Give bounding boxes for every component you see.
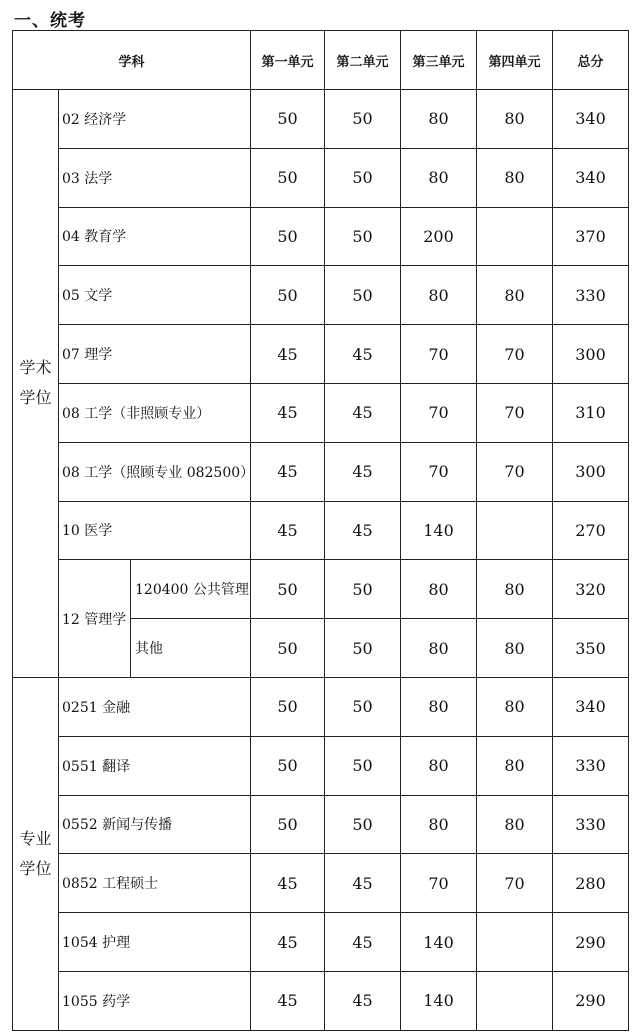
unit-cell: 45: [251, 442, 325, 501]
subject-cell: 0551 翻译: [59, 736, 251, 795]
group-label-line: 专业: [19, 828, 52, 848]
management-subject-cell: 120400 公共管理: [131, 560, 251, 619]
unit-cell: 70: [401, 442, 477, 501]
subject-cell: 04 教育学: [59, 207, 251, 266]
unit-cell: [477, 501, 553, 560]
subject-cell: 05 文学: [59, 266, 251, 325]
total-cell: 300: [553, 442, 629, 501]
table-row: [13, 383, 629, 442]
unit-cell: 140: [401, 501, 477, 560]
unit-cell: 80: [401, 619, 477, 678]
management-label: 12 管理学: [59, 560, 131, 678]
unit-cell: 80: [477, 619, 553, 678]
total-cell: 340: [553, 90, 629, 149]
group-label-line: 学位: [19, 388, 52, 408]
total-cell: 340: [553, 148, 629, 207]
unit-cell: 45: [251, 854, 325, 913]
academic-group-label: [13, 90, 59, 678]
total-cell: 320: [553, 560, 629, 619]
unit-cell: 50: [251, 619, 325, 678]
unit-cell: 70: [477, 854, 553, 913]
unit-cell: 50: [251, 677, 325, 736]
table-row: [13, 501, 629, 560]
table-row: [13, 207, 629, 266]
subject-cell: 1055 药学: [59, 971, 251, 1030]
table-row: [13, 560, 629, 619]
unit-cell: 70: [401, 325, 477, 384]
unit-cell: [477, 971, 553, 1030]
unit-cell: 80: [401, 736, 477, 795]
unit-cell: 45: [251, 913, 325, 972]
unit-cell: 80: [477, 148, 553, 207]
table-body: [13, 90, 629, 1031]
unit-cell: 50: [325, 148, 401, 207]
header-total: 总分: [553, 31, 629, 90]
subject-cell: 07 理学: [59, 325, 251, 384]
score-table: [12, 30, 629, 1031]
total-cell: 290: [553, 971, 629, 1030]
total-cell: 330: [553, 266, 629, 325]
unit-cell: 50: [251, 795, 325, 854]
unit-cell: 45: [325, 913, 401, 972]
unit-cell: 70: [401, 854, 477, 913]
unit-cell: 45: [325, 442, 401, 501]
subject-cell: 10 医学: [59, 501, 251, 560]
unit-cell: 50: [251, 90, 325, 149]
table-row: [13, 913, 629, 972]
unit-cell: 45: [251, 325, 325, 384]
unit-cell: 50: [251, 148, 325, 207]
unit-cell: 45: [325, 971, 401, 1030]
unit-cell: 80: [401, 266, 477, 325]
table-row: [13, 266, 629, 325]
unit-cell: 50: [251, 266, 325, 325]
subject-cell: 0251 金融: [59, 677, 251, 736]
unit-cell: 50: [325, 266, 401, 325]
total-cell: 370: [553, 207, 629, 266]
unit-cell: 80: [477, 90, 553, 149]
table-row: [13, 442, 629, 501]
header-subject: 学科: [13, 31, 251, 90]
unit-cell: [477, 913, 553, 972]
table-row: [13, 148, 629, 207]
subject-cell: 02 经济学: [59, 90, 251, 149]
unit-cell: 50: [251, 736, 325, 795]
unit-cell: 70: [401, 383, 477, 442]
subject-cell: 0852 工程硕士: [59, 854, 251, 913]
unit-cell: 80: [401, 148, 477, 207]
group-label-line: 学术: [19, 358, 52, 378]
unit-cell: 80: [401, 90, 477, 149]
unit-cell: 70: [477, 325, 553, 384]
subject-cell: 0552 新闻与传播: [59, 795, 251, 854]
total-cell: 330: [553, 795, 629, 854]
unit-cell: 70: [477, 383, 553, 442]
table-row: [13, 677, 629, 736]
unit-cell: 45: [325, 383, 401, 442]
unit-cell: 45: [325, 854, 401, 913]
unit-cell: 70: [477, 442, 553, 501]
unit-cell: 200: [401, 207, 477, 266]
unit-cell: 50: [325, 90, 401, 149]
unit-cell: 80: [477, 736, 553, 795]
unit-cell: [477, 207, 553, 266]
total-cell: 290: [553, 913, 629, 972]
unit-cell: 50: [325, 736, 401, 795]
header-row: [13, 31, 629, 90]
unit-cell: 50: [251, 207, 325, 266]
unit-cell: 50: [325, 619, 401, 678]
management-subject-cell: 其他: [131, 619, 251, 678]
header-unit-3: 第三单元: [401, 31, 477, 90]
total-cell: 330: [553, 736, 629, 795]
unit-cell: 45: [325, 325, 401, 384]
unit-cell: 45: [251, 971, 325, 1030]
unit-cell: 50: [325, 207, 401, 266]
unit-cell: 50: [325, 795, 401, 854]
unit-cell: 50: [251, 560, 325, 619]
total-cell: 310: [553, 383, 629, 442]
table-row: [13, 971, 629, 1030]
table-row: [13, 736, 629, 795]
subject-cell: 1054 护理: [59, 913, 251, 972]
section-title: 一、统考: [14, 11, 86, 31]
unit-cell: 50: [325, 677, 401, 736]
unit-cell: 80: [401, 677, 477, 736]
unit-cell: 80: [477, 795, 553, 854]
unit-cell: 80: [477, 266, 553, 325]
total-cell: 350: [553, 619, 629, 678]
unit-cell: 80: [477, 677, 553, 736]
unit-cell: 45: [325, 501, 401, 560]
subject-cell: 03 法学: [59, 148, 251, 207]
header-unit-2: 第二单元: [325, 31, 401, 90]
professional-group-label: [13, 677, 59, 1030]
table-row: [13, 795, 629, 854]
header-unit-4: 第四单元: [477, 31, 553, 90]
table-row: [13, 325, 629, 384]
total-cell: 340: [553, 677, 629, 736]
subject-cell: 08 工学（非照顾专业）: [59, 383, 251, 442]
subject-cell: 08 工学（照顾专业 082500）: [59, 442, 251, 501]
unit-cell: 80: [477, 560, 553, 619]
total-cell: 270: [553, 501, 629, 560]
group-label-line: 学位: [19, 858, 52, 878]
table-row: [13, 854, 629, 913]
unit-cell: 45: [251, 383, 325, 442]
total-cell: 300: [553, 325, 629, 384]
unit-cell: 140: [401, 971, 477, 1030]
header-unit-1: 第一单元: [251, 31, 325, 90]
total-cell: 280: [553, 854, 629, 913]
unit-cell: 80: [401, 560, 477, 619]
unit-cell: 80: [401, 795, 477, 854]
unit-cell: 140: [401, 913, 477, 972]
table-row: [13, 90, 629, 149]
unit-cell: 50: [325, 560, 401, 619]
unit-cell: 45: [251, 501, 325, 560]
